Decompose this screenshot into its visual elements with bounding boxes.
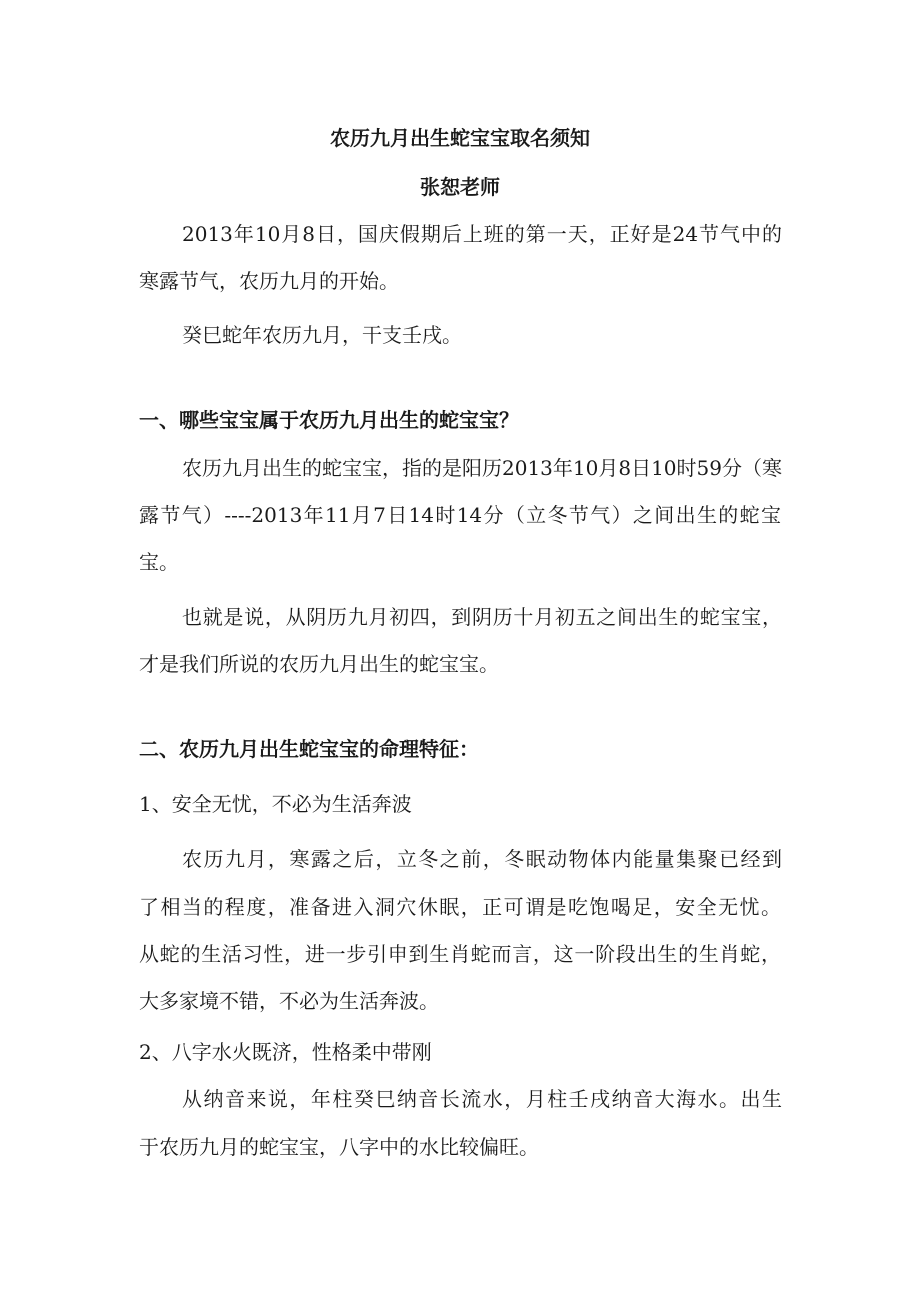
section2-item1-line: 从蛇的生活习性，进一步引申到生肖蛇而言，这一阶段出生的生肖蛇，: [139, 942, 781, 966]
section2-item2-line: 从纳音来说，年柱癸巳纳音长流水，月柱壬戌纳音大海水。出生: [182, 1087, 782, 1111]
section1-paragraph-line: 才是我们所说的农历九月出生的蛇宝宝。: [139, 652, 499, 676]
section1-paragraph-line: 宝。: [139, 550, 179, 574]
section1-paragraph-line: 农历九月出生的蛇宝宝，指的是阳历2013年10月8日10时59分（寒: [182, 456, 782, 480]
section1-paragraph-line: 露节气）----2013年11月7日14时14分（立冬节气）之间出生的蛇宝: [139, 503, 781, 527]
intro-paragraph-line: 寒露节气，农历九月的开始。: [139, 269, 399, 293]
section2-item2-heading: 2、八字水火既济，性格柔中带刚: [139, 1040, 432, 1064]
intro-paragraph-line: 癸巳蛇年农历九月，干支壬戌。: [182, 323, 462, 347]
section2-item2-line: 于农历九月的蛇宝宝，八字中的水比较偏旺。: [139, 1135, 539, 1159]
intro-paragraph-line: 2013年10月8日，国庆假期后上班的第一天，正好是24节气中的: [182, 222, 782, 246]
section2-item1-line: 大多家境不错，不必为生活奔波。: [139, 989, 439, 1013]
document-author: 张恕老师: [420, 175, 500, 199]
section2-item1-heading: 1、安全无忧，不必为生活奔波: [139, 792, 412, 816]
section2-heading: 二、农历九月出生蛇宝宝的命理特征：: [139, 737, 479, 761]
document-title: 农历九月出生蛇宝宝取名须知: [330, 126, 590, 150]
section2-item1-line: 农历九月，寒露之后，立冬之前，冬眠动物体内能量集聚已经到: [182, 847, 782, 871]
section1-heading: 一、哪些宝宝属于农历九月出生的蛇宝宝？: [139, 408, 519, 432]
section1-paragraph-line: 也就是说，从阴历九月初四，到阴历十月初五之间出生的蛇宝宝，: [182, 605, 782, 629]
section2-item1-line: 了相当的程度，准备进入洞穴休眠，正可谓是吃饱喝足，安全无忧。: [139, 895, 781, 919]
